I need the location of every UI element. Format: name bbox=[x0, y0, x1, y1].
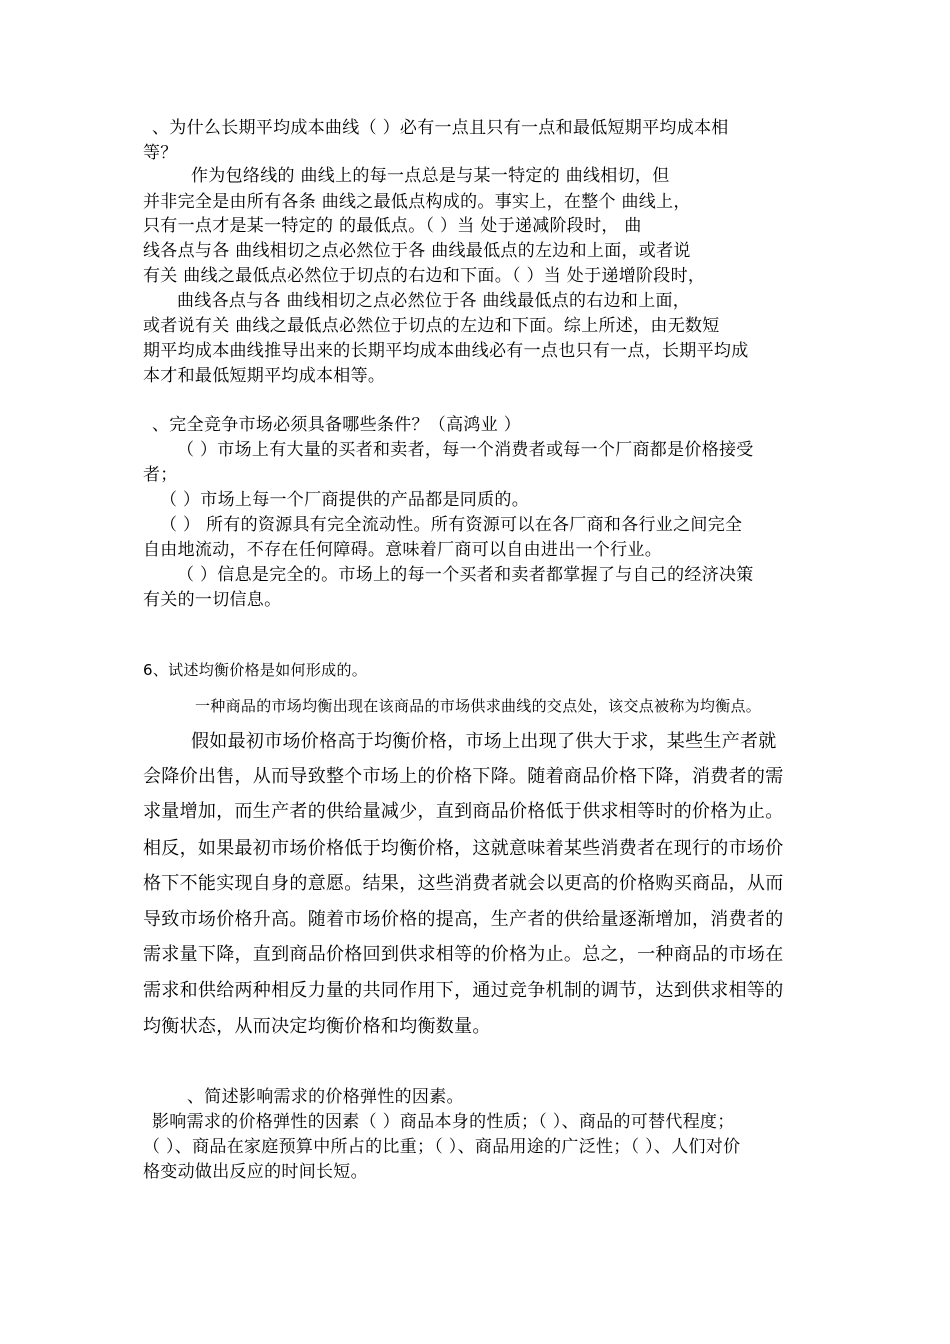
q7-heading: 、简述影响需求的价格弹性的因素。 bbox=[187, 1087, 464, 1107]
q2-paragraph-line: 有关的一切信息。 bbox=[143, 590, 282, 610]
q1-paragraph-line: 有关 曲线之最低点必然位于切点的右边和下面。（ ）当 处于递增阶段时， bbox=[143, 266, 706, 286]
q2-paragraph-line: （ ）市场上有大量的买者和卖者，每一个消费者或每一个厂商都是价格接受 bbox=[177, 440, 754, 460]
q1-paragraph-line: 期平均成本曲线推导出来的长期平均成本曲线必有一点也只有一点，长期平均成 bbox=[143, 341, 749, 361]
q7-paragraph-line: （ ）、商品在家庭预算中所占的比重；（ ）、商品用途的广泛性；（ ）、人们对价 bbox=[143, 1137, 741, 1157]
q7-paragraph-line: 格变动做出反应的时间长短。 bbox=[143, 1162, 368, 1182]
q6-intro: 一种商品的市场均衡出现在该商品的市场供求曲线的交点处，该交点被称为均衡点。 bbox=[195, 697, 762, 715]
q6-paragraph-line: 均衡状态，从而决定均衡价格和均衡数量。 bbox=[143, 1016, 491, 1037]
q1-paragraph-line: 并非完全是由所有各条 曲线之最低点构成的。事实上，在整个 曲线上， bbox=[143, 192, 691, 212]
q6-paragraph-line: 假如最初市场价格高于均衡价格，市场上出现了供大于求，某些生产者就 bbox=[191, 731, 777, 752]
q1-paragraph-line: 线各点与各 曲线相切之点必然位于各 曲线最低点的左边和上面，或者说 bbox=[143, 241, 691, 261]
q1-heading-line1: 、为什么长期平均成本曲线（ ）必有一点且只有一点和最低短期平均成本相 bbox=[152, 118, 729, 138]
q6-paragraph-line: 相反，如果最初市场价格低于均衡价格，这就意味着某些消费者在现行的市场价 bbox=[143, 838, 784, 859]
q1-paragraph-line: 曲线各点与各 曲线相切之点必然位于各 曲线最低点的右边和上面， bbox=[177, 291, 691, 311]
q1-paragraph-line: 或者说有关 曲线之最低点必然位于切点的左边和下面。综上所述，由无数短 bbox=[143, 316, 720, 336]
q6-paragraph-line: 需求量下降，直到商品价格回到供求相等的价格为止。总之，一种商品的市场在 bbox=[143, 944, 784, 965]
q1-paragraph-line: 只有一点才是某一特定的 的最低点。（ ）当 处于递减阶段时， 曲 bbox=[143, 216, 642, 236]
q7-paragraph-line: 影响需求的价格弹性的因素（ ）商品本身的性质；（ ）、商品的可替代程度； bbox=[152, 1112, 735, 1132]
q6-paragraph-line: 会降价出售，从而导致整个市场上的价格下降。随着商品价格下降，消费者的需 bbox=[143, 766, 784, 787]
q2-heading: 、完全竞争市场必须具备哪些条件？（高鸿业 ） bbox=[152, 415, 522, 435]
q1-heading-line2: 等？ bbox=[143, 143, 178, 163]
q6-heading: 6、试述均衡价格是如何形成的。 bbox=[143, 661, 368, 679]
q6-paragraph-line: 求量增加，而生产者的供给量减少，直到商品价格低于供求相等时的价格为止。 bbox=[143, 801, 784, 822]
q6-paragraph-line: 导致市场价格升高。随着市场价格的提高，生产者的供给量逐渐增加，消费者的 bbox=[143, 909, 784, 930]
q2-paragraph-line: （ ）市场上每一个厂商提供的产品都是同质的。 bbox=[160, 490, 530, 510]
q6-paragraph-line: 需求和供给两种相反力量的共同作用下，通过竞争机制的调节，达到供求相等的 bbox=[143, 980, 784, 1001]
q6-paragraph-line: 格下不能实现自身的意愿。结果，这些消费者就会以更高的价格购买商品，从而 bbox=[143, 873, 784, 894]
q1-paragraph-line: 作为包络线的 曲线上的每一点总是与某一特定的 曲线相切，但 bbox=[191, 166, 670, 186]
q2-paragraph-line: 自由地流动，不存在任何障碍。意味着厂商可以自由进出一个行业。 bbox=[143, 540, 662, 560]
q2-paragraph-line: （ ） 所有的资源具有完全流动性。所有资源可以在各厂商和各行业之间完全 bbox=[160, 515, 743, 535]
q2-paragraph-line: 者； bbox=[143, 465, 178, 485]
q2-paragraph-line: （ ）信息是完全的。市场上的每一个买者和卖者都掌握了与自己的经济决策 bbox=[177, 565, 754, 585]
q1-paragraph-line: 本才和最低短期平均成本相等。 bbox=[143, 366, 386, 386]
